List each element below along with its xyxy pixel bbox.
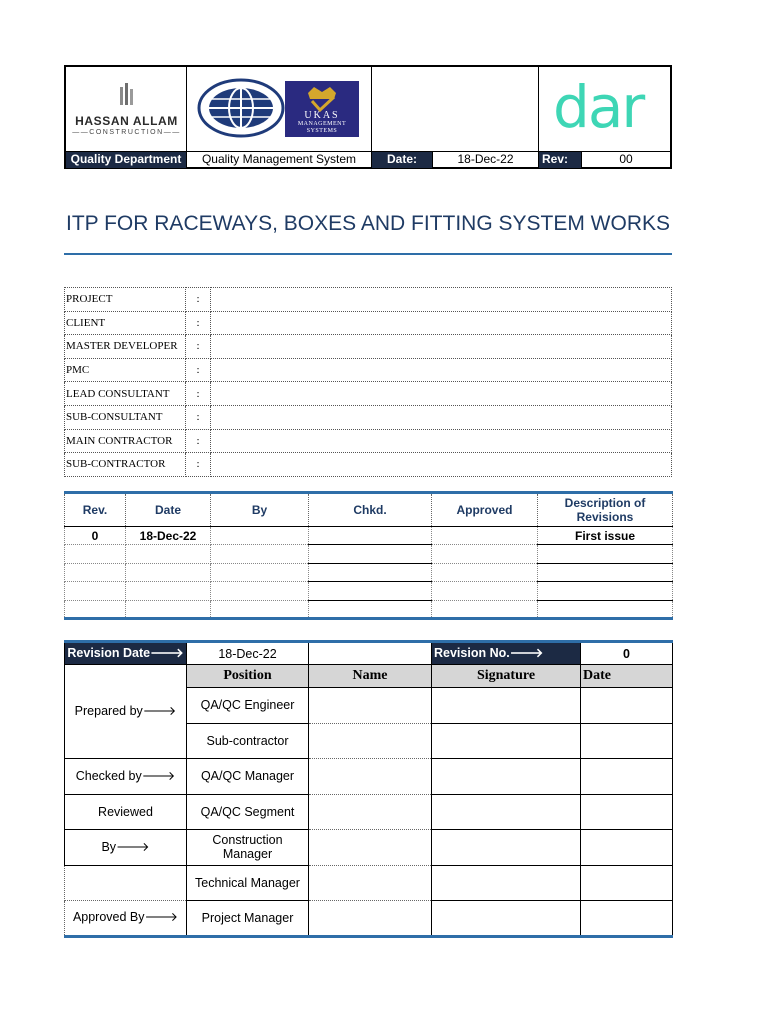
revision-cell — [126, 563, 211, 581]
revision-cell — [309, 563, 432, 581]
info-colon: : — [186, 288, 211, 312]
info-row — [65, 358, 672, 382]
crown-tick-icon — [304, 85, 340, 113]
revision-cell — [126, 582, 211, 600]
info-colon: : — [186, 429, 211, 453]
chkd-column-header: Chkd. — [309, 493, 432, 527]
position-column-header: Position — [187, 665, 309, 688]
date-cell — [581, 759, 673, 795]
revision-cell — [126, 545, 211, 563]
name-cell — [309, 901, 432, 937]
reviewed-label: Reviewed — [65, 794, 187, 830]
hassan-allam-logo — [66, 81, 187, 136]
blank-role-cell — [65, 865, 187, 901]
revision-row — [65, 563, 673, 581]
info-value — [211, 288, 672, 312]
signature-cell — [432, 688, 581, 724]
approval-table — [64, 640, 673, 938]
title-divider — [64, 253, 672, 255]
revision-cell — [309, 600, 432, 618]
company-subtitle: ——CONSTRUCTION—— — [72, 129, 181, 136]
name-cell — [309, 688, 432, 724]
document-title: ITP FOR RACEWAYS, BOXES AND FITTING SYSTEM WORKS — [65, 212, 671, 235]
info-label: SUB-CONTRACTOR — [65, 453, 186, 477]
signature-cell — [432, 865, 581, 901]
project-info-table — [64, 287, 672, 477]
revision-cell — [211, 582, 309, 600]
revision-cell — [538, 545, 673, 563]
name-cell — [309, 723, 432, 759]
rev-value: 00 — [619, 152, 633, 166]
date-cell — [581, 723, 673, 759]
signature-column-header: Signature — [432, 665, 581, 688]
info-row — [65, 453, 672, 477]
revision-header-row — [65, 493, 673, 527]
info-value — [211, 358, 672, 382]
info-colon: : — [186, 335, 211, 359]
revision-cell — [65, 545, 126, 563]
info-row — [65, 335, 672, 359]
dar-logo: dar — [553, 73, 644, 141]
revision-row — [65, 545, 673, 563]
revision-cell — [211, 527, 309, 545]
date-cell — [581, 865, 673, 901]
iso-certification-logo — [197, 77, 285, 144]
revision-cell: 18-Dec-22 — [126, 527, 211, 545]
position-cell: Technical Manager — [187, 865, 309, 901]
approved-column-header: Approved — [432, 493, 538, 527]
name-cell — [309, 759, 432, 795]
info-colon: : — [186, 405, 211, 429]
signature-cell — [432, 794, 581, 830]
ukas-logo — [285, 81, 359, 137]
revision-cell — [538, 600, 673, 618]
info-colon: : — [186, 382, 211, 406]
info-row — [65, 311, 672, 335]
ukas-text: UKAS — [304, 110, 340, 121]
revision-cell: First issue — [538, 527, 673, 545]
approval-row — [65, 830, 673, 866]
revision-cell: 0 — [65, 527, 126, 545]
blank-logo-cell — [372, 67, 539, 151]
rev-label: Rev: — [539, 152, 582, 168]
revision-no-label — [432, 642, 581, 665]
signature-cell — [432, 723, 581, 759]
name-cell — [309, 865, 432, 901]
hassan-allam-logo-cell — [66, 67, 187, 151]
info-label: LEAD CONSULTANT — [65, 382, 186, 406]
date-cell — [581, 901, 673, 937]
checked-by-label — [65, 759, 187, 795]
hassan-allam-mark-icon — [117, 81, 137, 107]
signature-cell — [432, 901, 581, 937]
document-header — [64, 65, 672, 169]
revision-no-value: 0 — [581, 642, 673, 665]
arrow-right-icon: 🡒 — [509, 646, 544, 660]
revision-cell — [432, 545, 538, 563]
signature-cell — [432, 830, 581, 866]
info-value — [211, 453, 672, 477]
approval-row — [65, 759, 673, 795]
company-subtitle-text: CONSTRUCTION — [89, 129, 164, 136]
approval-row — [65, 794, 673, 830]
certification-logos-cell — [187, 67, 372, 151]
position-cell: Sub-contractor — [187, 723, 309, 759]
date-value: 18-Dec-22 — [433, 152, 539, 168]
date-column-header: Date — [581, 665, 673, 688]
prepared-by-text: Prepared by — [74, 704, 143, 718]
revision-cell — [309, 545, 432, 563]
info-colon: : — [186, 358, 211, 382]
revision-cell — [538, 582, 673, 600]
info-label: SUB-CONSULTANT — [65, 405, 186, 429]
revision-cell — [211, 600, 309, 618]
description-column-header: Description of Revisions — [538, 493, 673, 527]
name-column-header: Name — [309, 665, 432, 688]
revision-cell — [65, 582, 126, 600]
info-row — [65, 382, 672, 406]
revision-cell — [538, 563, 673, 581]
revision-cell — [309, 582, 432, 600]
revision-row — [65, 527, 673, 545]
by-label — [65, 830, 187, 866]
revision-cell — [65, 600, 126, 618]
position-cell: QA/QC Engineer — [187, 688, 309, 724]
revision-cell — [65, 563, 126, 581]
name-cell — [309, 830, 432, 866]
info-value — [211, 382, 672, 406]
revision-cell — [211, 545, 309, 563]
revision-history-table — [64, 491, 673, 620]
rev-column-header: Rev. — [65, 493, 126, 527]
revision-summary-blank — [309, 642, 432, 665]
date-label: Date: — [372, 152, 433, 168]
info-colon: : — [186, 311, 211, 335]
info-value — [211, 405, 672, 429]
position-cell: Project Manager — [187, 901, 309, 937]
company-name: HASSAN ALLAM — [75, 114, 178, 128]
by-text: By — [101, 839, 117, 854]
revision-cell — [432, 527, 538, 545]
revision-date-label — [65, 642, 187, 665]
arrow-right-icon: 🡒 — [150, 646, 184, 660]
revision-no-label-text: Revision No. — [434, 646, 510, 660]
globe-icon — [197, 77, 285, 139]
date-column-header: Date — [126, 493, 211, 527]
revision-cell — [432, 582, 538, 600]
info-label: CLIENT — [65, 311, 186, 335]
date-cell — [581, 830, 673, 866]
revision-cell — [211, 563, 309, 581]
arrow-right-icon: 🡒 — [116, 839, 150, 854]
approved-by-text: Approved By — [72, 910, 145, 925]
info-colon: : — [186, 453, 211, 477]
revision-row — [65, 600, 673, 618]
info-row — [65, 405, 672, 429]
info-value — [211, 311, 672, 335]
quality-department-label: Quality Department — [66, 152, 187, 168]
position-cell: QA/QC Segment — [187, 794, 309, 830]
info-label: MASTER DEVELOPER — [65, 335, 186, 359]
info-label: MAIN CONTRACTOR — [65, 429, 186, 453]
approval-header-row — [65, 665, 673, 688]
info-row — [65, 288, 672, 312]
signature-cell — [432, 759, 581, 795]
name-cell — [309, 794, 432, 830]
revision-cell — [309, 527, 432, 545]
prepared-by-label — [65, 665, 187, 759]
approved-by-label — [65, 901, 187, 937]
info-label: PMC — [65, 358, 186, 382]
revision-cell — [126, 600, 211, 618]
info-label: PROJECT — [65, 288, 186, 312]
by-column-header: By — [211, 493, 309, 527]
info-row — [65, 429, 672, 453]
date-cell — [581, 688, 673, 724]
position-cell: QA/QC Manager — [187, 759, 309, 795]
revision-cell — [432, 563, 538, 581]
approval-row — [65, 865, 673, 901]
approval-row — [65, 901, 673, 937]
quality-system-label: Quality Management System — [187, 152, 372, 168]
revision-row — [65, 582, 673, 600]
ukas-subtext: MANAGEMENT SYSTEMS — [297, 121, 347, 134]
arrow-right-icon: 🡒 — [141, 768, 176, 783]
revision-date-value: 18-Dec-22 — [187, 642, 309, 665]
revision-date-label-text: Revision Date — [67, 646, 151, 660]
revision-cell — [432, 600, 538, 618]
info-value — [211, 335, 672, 359]
info-value — [211, 429, 672, 453]
checked-by-text: Checked by — [75, 768, 142, 783]
arrow-right-icon: 🡒 — [144, 910, 179, 925]
dar-logo-cell — [539, 67, 670, 151]
date-cell — [581, 794, 673, 830]
position-cell: Construction Manager — [187, 830, 309, 866]
header-info-bar — [66, 151, 670, 167]
revision-summary-row — [65, 642, 673, 665]
arrow-right-icon: 🡒 — [142, 704, 177, 718]
